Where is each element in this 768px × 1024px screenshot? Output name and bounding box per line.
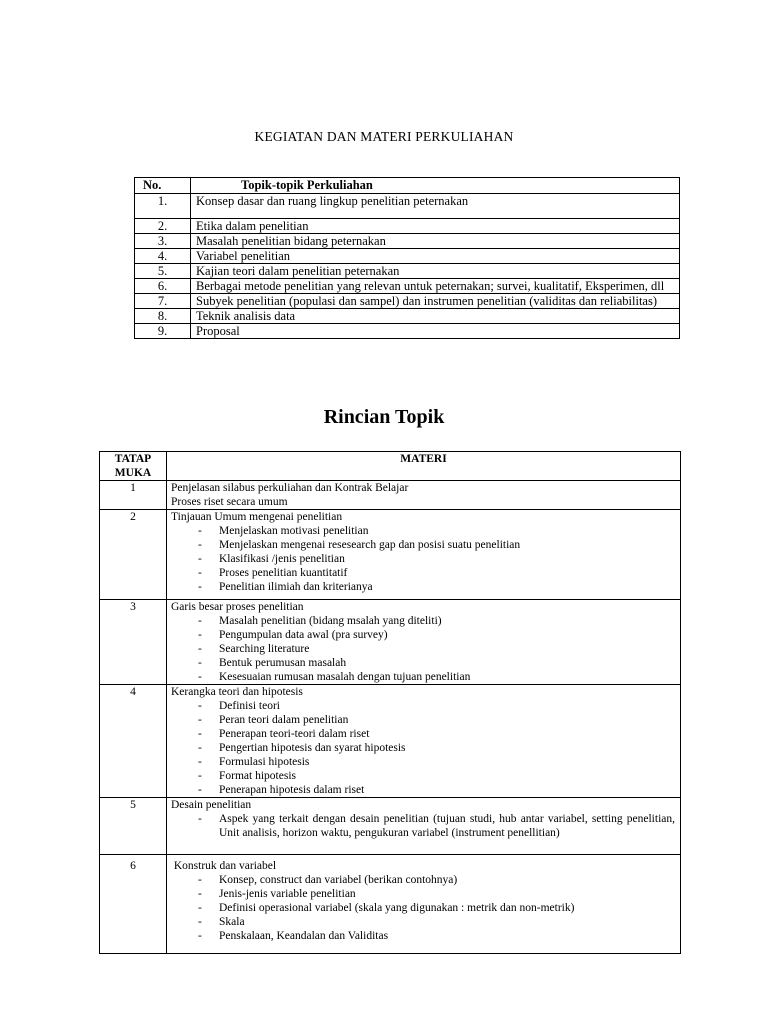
rincian-table xyxy=(99,451,681,954)
bullet-dash: - xyxy=(198,916,202,928)
column-header-no: No. xyxy=(135,178,191,194)
list-item xyxy=(171,812,675,840)
bullet-dash: - xyxy=(198,742,202,754)
list-item-text: Peran teori dalam penelitian xyxy=(219,714,349,726)
list-item xyxy=(171,929,675,943)
row-topic: Masalah penelitian bidang peternakan xyxy=(191,234,680,249)
list-item-text: Klasifikasi /jenis penelitian xyxy=(219,553,345,565)
materi-title: Garis besar proses penelitian xyxy=(171,601,304,613)
list-item xyxy=(171,566,675,580)
table-row xyxy=(100,855,681,954)
row-number: 3. xyxy=(135,234,191,249)
materi-title: Desain penelitian xyxy=(171,799,252,811)
table-row xyxy=(135,194,680,219)
table-row xyxy=(100,798,681,855)
session-materi xyxy=(167,685,681,798)
row-topic: Subyek penelitian (populasi dan sampel) dan instrumen penelitian (validitas dan reliabilitas) xyxy=(191,294,680,309)
materi-list xyxy=(171,699,675,797)
row-number: 5. xyxy=(135,264,191,279)
list-item xyxy=(171,755,675,769)
list-item xyxy=(171,873,675,887)
table-row xyxy=(135,264,680,279)
materi-title: Proses riset secara umum xyxy=(171,496,288,508)
bullet-dash: - xyxy=(198,770,202,782)
list-item-text: Kesesuaian rumusan masalah dengan tujuan penelitian xyxy=(219,671,471,683)
list-item-text: Penerapan teori-teori dalam riset xyxy=(219,728,370,740)
session-number: 2 xyxy=(100,510,167,600)
bullet-dash: - xyxy=(198,643,202,655)
topik-table xyxy=(134,177,680,339)
table-row xyxy=(135,324,680,339)
row-number: 1. xyxy=(135,194,191,219)
list-item-text: Penerapan hipotesis dalam riset xyxy=(219,784,365,796)
bullet-dash: - xyxy=(198,714,202,726)
list-item xyxy=(171,713,675,727)
table-row xyxy=(135,309,680,324)
row-number: 6. xyxy=(135,279,191,294)
session-materi xyxy=(167,481,681,510)
session-materi xyxy=(167,510,681,600)
materi-list xyxy=(171,873,675,943)
bullet-dash: - xyxy=(198,813,202,825)
list-item-text: Konsep, construct dan variabel (berikan contohnya) xyxy=(219,874,458,886)
bullet-dash: - xyxy=(198,700,202,712)
row-topic: Berbagai metode penelitian yang relevan untuk peternakan; survei, kualitatif, Eksperimen, dll xyxy=(191,279,680,294)
column-header-topic: Topik-topik Perkuliahan xyxy=(191,178,680,194)
bullet-dash: - xyxy=(198,756,202,768)
bullet-dash: - xyxy=(198,539,202,551)
list-item-text: Aspek yang terkait dengan desain penelitian (tujuan studi, hub antar variabel, setting penelitian, Unit analisis, horizon waktu, pengukuran variabel (instrument penellitian) xyxy=(219,813,675,839)
list-item-text: Penelitian ilimiah dan kriterianya xyxy=(219,581,373,593)
list-item xyxy=(171,887,675,901)
materi-title: Kerangka teori dan hipotesis xyxy=(171,686,303,698)
list-item-text: Format hipotesis xyxy=(219,770,296,782)
table-row xyxy=(100,600,681,685)
table-row xyxy=(100,481,681,510)
list-item-text: Proses penelitian kuantitatif xyxy=(219,567,348,579)
column-header-tatap-muka: TATAP MUKA xyxy=(100,452,167,481)
row-topic: Teknik analisis data xyxy=(191,309,680,324)
session-number: 1 xyxy=(100,481,167,510)
bullet-dash: - xyxy=(198,615,202,627)
bullet-dash: - xyxy=(198,629,202,641)
bullet-dash: - xyxy=(198,888,202,900)
list-item xyxy=(171,769,675,783)
bullet-dash: - xyxy=(198,930,202,942)
topik-table-header xyxy=(135,178,680,194)
list-item xyxy=(171,741,675,755)
table-row xyxy=(135,234,680,249)
bullet-dash: - xyxy=(198,657,202,669)
materi-list xyxy=(171,524,675,594)
bullet-dash: - xyxy=(198,874,202,886)
row-number: 7. xyxy=(135,294,191,309)
bullet-dash: - xyxy=(198,581,202,593)
materi-list xyxy=(171,614,675,684)
row-topic: Proposal xyxy=(191,324,680,339)
table-row xyxy=(135,249,680,264)
list-item-text: Menjelaskan mengenai resesearch gap dan posisi suatu penelitian xyxy=(219,539,521,551)
column-header-materi: MATERI xyxy=(167,452,681,481)
rincian-table-header xyxy=(100,452,681,481)
list-item-text: Penskalaan, Keandalan dan Validitas xyxy=(219,930,389,942)
list-item xyxy=(171,783,675,797)
row-number: 8. xyxy=(135,309,191,324)
list-item-text: Formulasi hipotesis xyxy=(219,756,310,768)
row-number: 9. xyxy=(135,324,191,339)
list-item-text: Pengertian hipotesis dan syarat hipotesis xyxy=(219,742,406,754)
list-item xyxy=(171,524,675,538)
list-item-text: Definisi operasional variabel (skala yang digunakan : metrik dan non-metrik) xyxy=(219,902,575,914)
list-item-text: Searching literature xyxy=(219,643,310,655)
list-item xyxy=(171,727,675,741)
session-number: 4 xyxy=(100,685,167,798)
materi-title: Konstruk dan variabel xyxy=(171,860,277,872)
table-row xyxy=(135,294,680,309)
materi-list xyxy=(171,812,675,840)
list-item xyxy=(171,538,675,552)
list-item xyxy=(171,552,675,566)
section-title: Rincian Topik xyxy=(323,406,445,428)
list-item xyxy=(171,628,675,642)
bullet-dash: - xyxy=(198,784,202,796)
bullet-dash: - xyxy=(198,525,202,537)
list-item xyxy=(171,915,675,929)
list-item xyxy=(171,580,675,594)
row-topic: Variabel penelitian xyxy=(191,249,680,264)
bullet-dash: - xyxy=(198,902,202,914)
table-row xyxy=(100,685,681,798)
list-item-text: Bentuk perumusan masalah xyxy=(219,657,347,669)
list-item xyxy=(171,614,675,628)
list-item-text: Masalah penelitian (bidang msalah yang diteliti) xyxy=(219,615,442,627)
bullet-dash: - xyxy=(198,671,202,683)
row-topic: Konsep dasar dan ruang lingkup penelitian peternakan xyxy=(191,194,680,219)
row-topic: Kajian teori dalam penelitian peternakan xyxy=(191,264,680,279)
table-row xyxy=(135,279,680,294)
session-number: 6 xyxy=(100,855,167,954)
session-number: 5 xyxy=(100,798,167,855)
list-item-text: Menjelaskan motivasi penelitian xyxy=(219,525,369,537)
table-row xyxy=(100,510,681,600)
list-item-text: Skala xyxy=(219,916,245,928)
list-item-text: Definisi teori xyxy=(219,700,280,712)
list-item xyxy=(171,656,675,670)
document-title: KEGIATAN DAN MATERI PERKULIAHAN xyxy=(254,129,514,144)
row-number: 2. xyxy=(135,219,191,234)
bullet-dash: - xyxy=(198,553,202,565)
row-number: 4. xyxy=(135,249,191,264)
list-item xyxy=(171,699,675,713)
rincian-table-body xyxy=(100,481,681,954)
bullet-dash: - xyxy=(198,567,202,579)
session-materi xyxy=(167,855,681,954)
list-item xyxy=(171,901,675,915)
list-item-text: Pengumpulan data awal (pra survey) xyxy=(219,629,388,641)
bullet-dash: - xyxy=(198,728,202,740)
materi-title: Penjelasan silabus perkuliahan dan Kontrak Belajar xyxy=(171,482,409,494)
materi-title: Tinjauan Umum mengenai penelitian xyxy=(171,511,343,523)
list-item xyxy=(171,642,675,656)
session-materi xyxy=(167,600,681,685)
list-item xyxy=(171,670,675,684)
table-row xyxy=(135,219,680,234)
session-number: 3 xyxy=(100,600,167,685)
list-item-text: Jenis-jenis variable penelitian xyxy=(219,888,356,900)
topik-table-body xyxy=(135,194,680,339)
session-materi xyxy=(167,798,681,855)
row-topic: Etika dalam penelitian xyxy=(191,219,680,234)
